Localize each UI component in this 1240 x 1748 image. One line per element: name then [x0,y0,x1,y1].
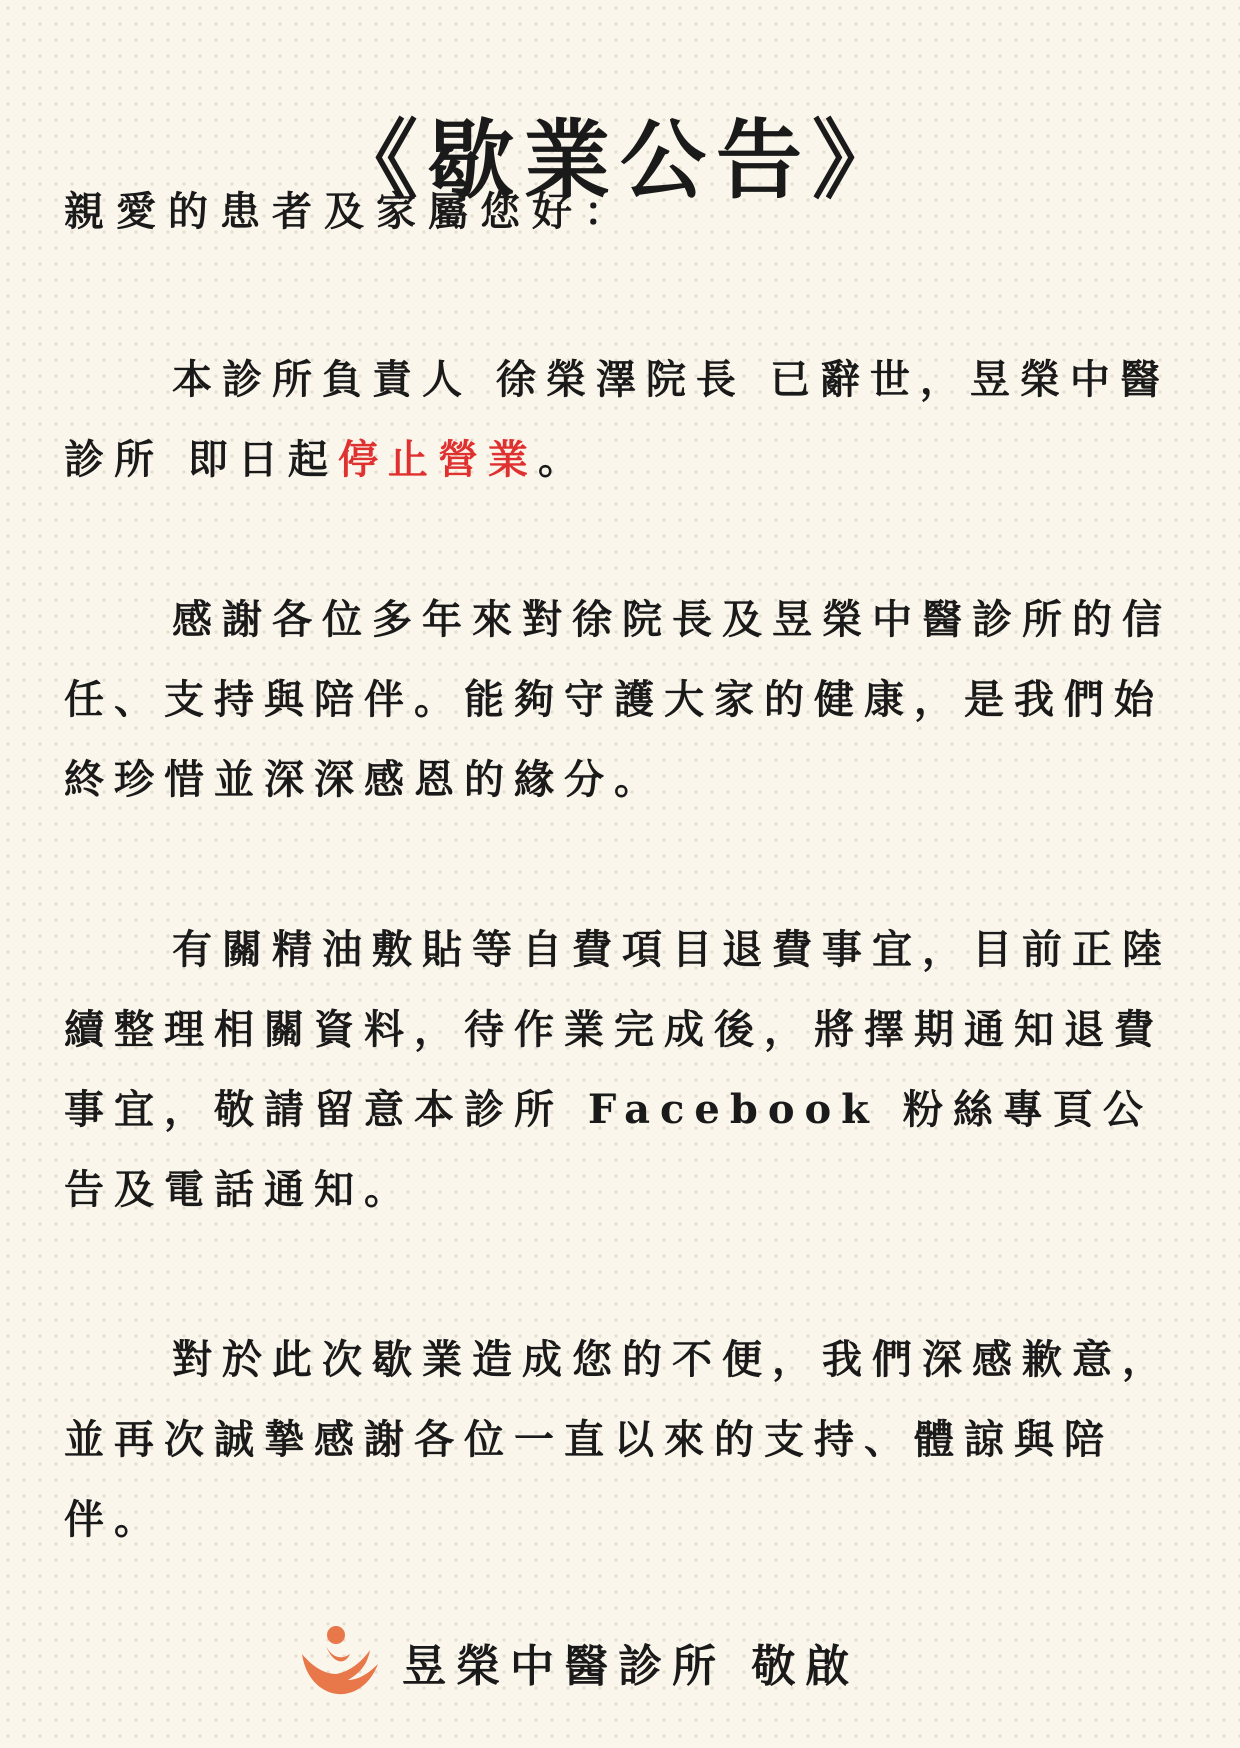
announcement-text: 本診所負責人 徐榮澤院長 已辭世，昱榮中醫診所 即日起 [64,356,1170,483]
paragraph-apology: 對於此次歇業造成您的不便，我們深感歉意，並再次誠摯感謝各位一直以來的支持、體諒與陪伴。 [64,1336,1172,1543]
clinic-logo-icon [296,1624,380,1700]
signoff-text: 昱榮中醫診所 敬啟 [402,1641,860,1692]
paragraph-announcement [64,340,1174,500]
paragraph-refund: 有關精油敷貼等自費項目退費事宜，目前正陸續整理相關資料，待作業完成後，將擇期通知退費事宜，敬請留意本診所 Facebook 粉絲專頁公告及電話通知。 [64,926,1172,1213]
closure-highlight: 停止營業 [337,436,538,483]
announcement-end: 。 [537,436,588,483]
page-title: 《歇業公告》 [332,109,908,211]
signoff [296,1624,859,1700]
salutation: 親愛的患者及家屬您好： [64,188,636,235]
paragraph-thanks: 感謝各位多年來對徐院長及昱榮中醫診所的信任、支持與陪伴。能夠守護大家的健康，是我們始終珍惜並深深感恩的緣分。 [64,596,1172,803]
